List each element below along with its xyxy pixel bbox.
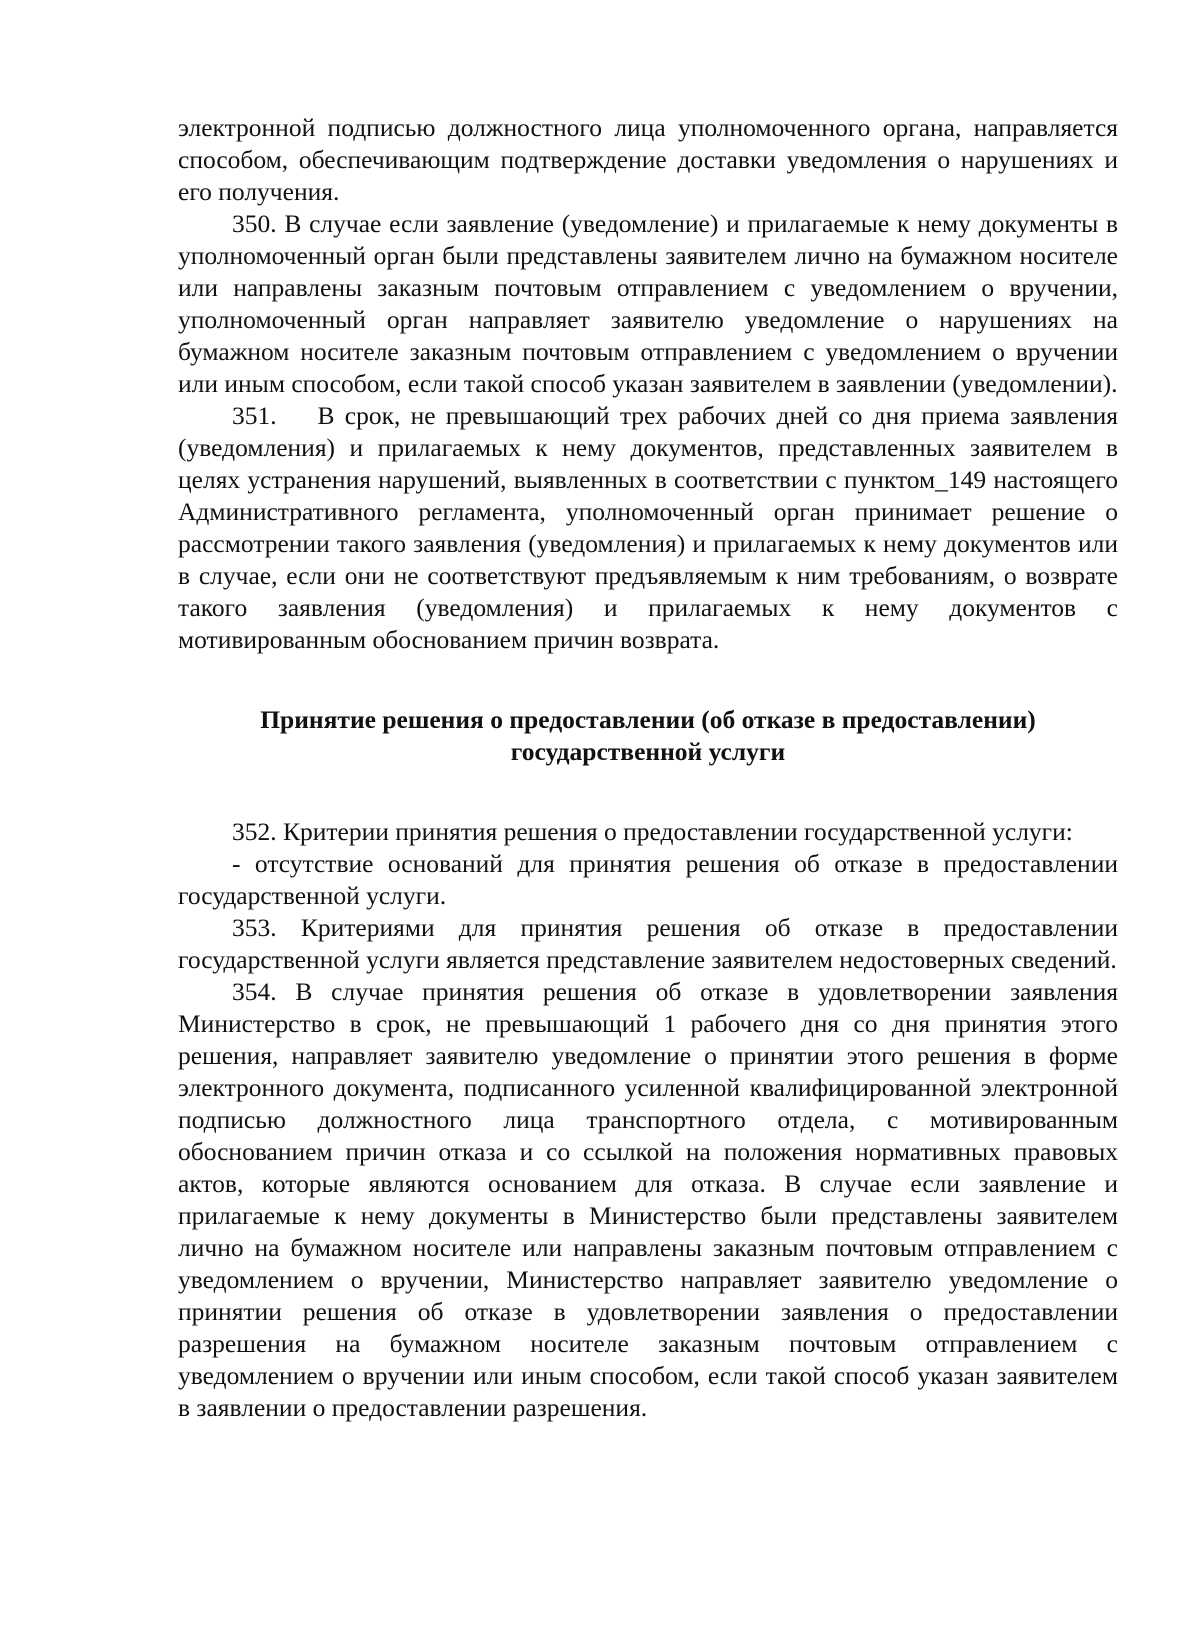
paragraph-352-list-item: - отсутствие оснований для принятия решения об отказе в предоставлении государственной услуги. <box>178 849 1118 910</box>
section-heading-line-2: государственной услуги <box>510 737 786 766</box>
section-heading-line-1: Принятие решения о предоставлении (об отказе в предоставлении) <box>260 705 1036 734</box>
paragraph-352: 352. Критерии принятия решения о предоставлении государственной услуги: <box>232 817 1073 846</box>
paragraph-354: 354. В случае принятия решения об отказе в удовлетворении заявления Министерство в срок, не превышающий 1 рабочего дня со дня принятия этого решения, направляет заявителю уведомление о принятии этого решения в форме электронного документа, подписанного усиленной квалифицированной электронной подписью должностного лица транспортного отдела, с мотивированным обоснованием причин отказа и со ссылкой на положения нормативных правовых актов, которые являются основанием для отказа. В случае если заявление и прилагаемые к нему документы в Министерство были представлены заявителем лично на бумажном носителе или направлены заказным почтовым отправлением с уведомлением о вручении, Министерство направляет заявителю уведомление о принятии решения об отказе в удовлетворении заявления о предоставлении разрешения на бумажном носителе заказным почтовым отправлением с уведомлением о вручении или иным способом, если такой способ указан заявителем в заявлении о предоставлении разрешения. <box>178 977 1118 1422</box>
document-page <box>178 112 1118 1424</box>
paragraph-continuation: электронной подписью должностного лица уполномоченного органа, направляется способом, обеспечивающим подтверждение доставки уведомления о нарушениях и его получения. <box>178 113 1118 206</box>
paragraph-350: 350. В случае если заявление (уведомление) и прилагаемые к нему документы в уполномоченный орган были представлены заявителем лично на бумажном носителе или направлены заказным почтовым отправлением с уведомлением о вручении, уполномоченный орган направляет заявителю уведомление о нарушениях на бумажном носителе заказным почтовым отправлением с уведомлением о вручении или иным способом, если такой способ указан заявителем в заявлении (уведомлении). <box>178 209 1118 398</box>
paragraph-353: 353. Критериями для принятия решения об отказе в предоставлении государственной услуги является представление заявителем недостоверных сведений. <box>178 913 1118 974</box>
paragraph-351: 351. В срок, не превышающий трех рабочих дней со дня приема заявления (уведомления) и прилагаемых к нему документов, представленных заявителем в целях устранения нарушений, выявленных в соответствии с пунктом_149 настоящего Административного регламента, уполномоченный орган принимает решение о рассмотрении такого заявления (уведомления) и прилагаемых к нему документов или в случае, если они не соответствуют предъявляемым к ним требованиям, о возврате такого заявления (уведомления) и прилагаемых к нему документов с мотивированным обоснованием причин возврата. <box>178 401 1118 654</box>
section-heading <box>178 704 1118 768</box>
